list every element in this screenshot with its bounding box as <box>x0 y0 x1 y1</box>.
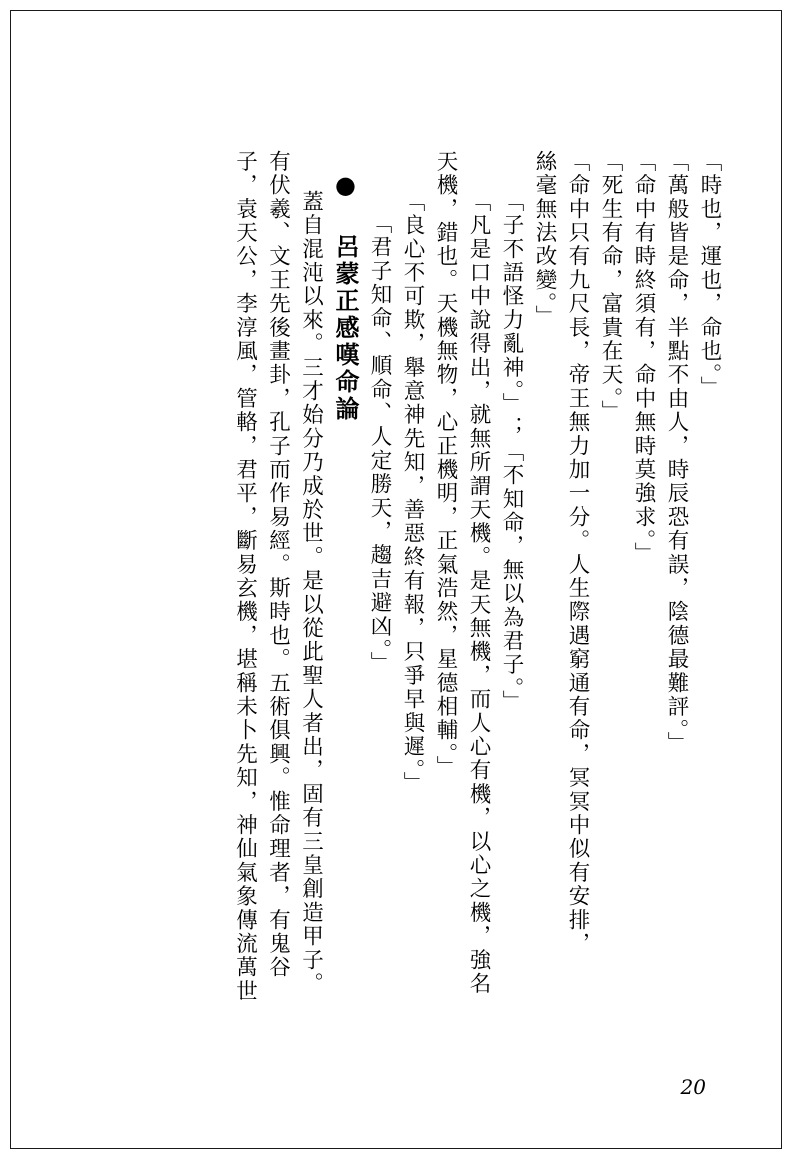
text-column-10: 「良心不可欺，舉意神先知，善惡終有報，只爭早與遲。」 <box>400 190 425 796</box>
text-column-6: 絲毫無法改變。」 <box>532 150 557 329</box>
text-column-7: 「子不語怪力亂神。」；「不知命，無以為君子。」 <box>499 190 524 714</box>
text-column-3: 「命中有時終須有，命中無時莫強求。」 <box>631 150 656 566</box>
text-column-11: 「君子知命、順命、人定勝天，趨吉避凶。」 <box>367 212 392 676</box>
text-column-14: 有伏羲、文王先後畫卦，孔子而作易經。斯時也。五術俱興。惟命理者，有鬼谷 <box>265 150 291 980</box>
text-column-5: 「命中只有九尺長，帝王無力加一分。人生際遇窮通有命，冥冥中似有安排， <box>565 150 590 956</box>
text-column-9: 天機，錯也。天機無物，心正機明，正氣浩然，星德相輔。」 <box>433 150 458 780</box>
text-column-1: 「時也，運也，命也。」 <box>697 150 722 400</box>
text-column-2: 「萬般皆是命，半點不由人，時辰恐有誤，陰德最難評。」 <box>664 150 689 756</box>
text-column-8: 「凡是口中說得出，就無所謂天機。是天無機，而人心有機，以心之機，強名 <box>466 190 491 996</box>
text-column-4: 「死生有命，富貴在天。」 <box>598 150 623 424</box>
page-number: 20 <box>680 1075 706 1099</box>
text-column-15: 子，袁天公，李淳風，管輅，君平，斷易玄機，堪稱未卜先知，神仙氣象傳流萬世 <box>232 150 258 1004</box>
vertical-text-body <box>60 150 720 1050</box>
text-column-13: 蓋自混沌以來。三才始分乃成於世。是以從此聖人者出，固有三皇創造甲子。 <box>298 190 324 996</box>
section-heading: ● 呂蒙正感嘆命論 <box>331 170 360 423</box>
